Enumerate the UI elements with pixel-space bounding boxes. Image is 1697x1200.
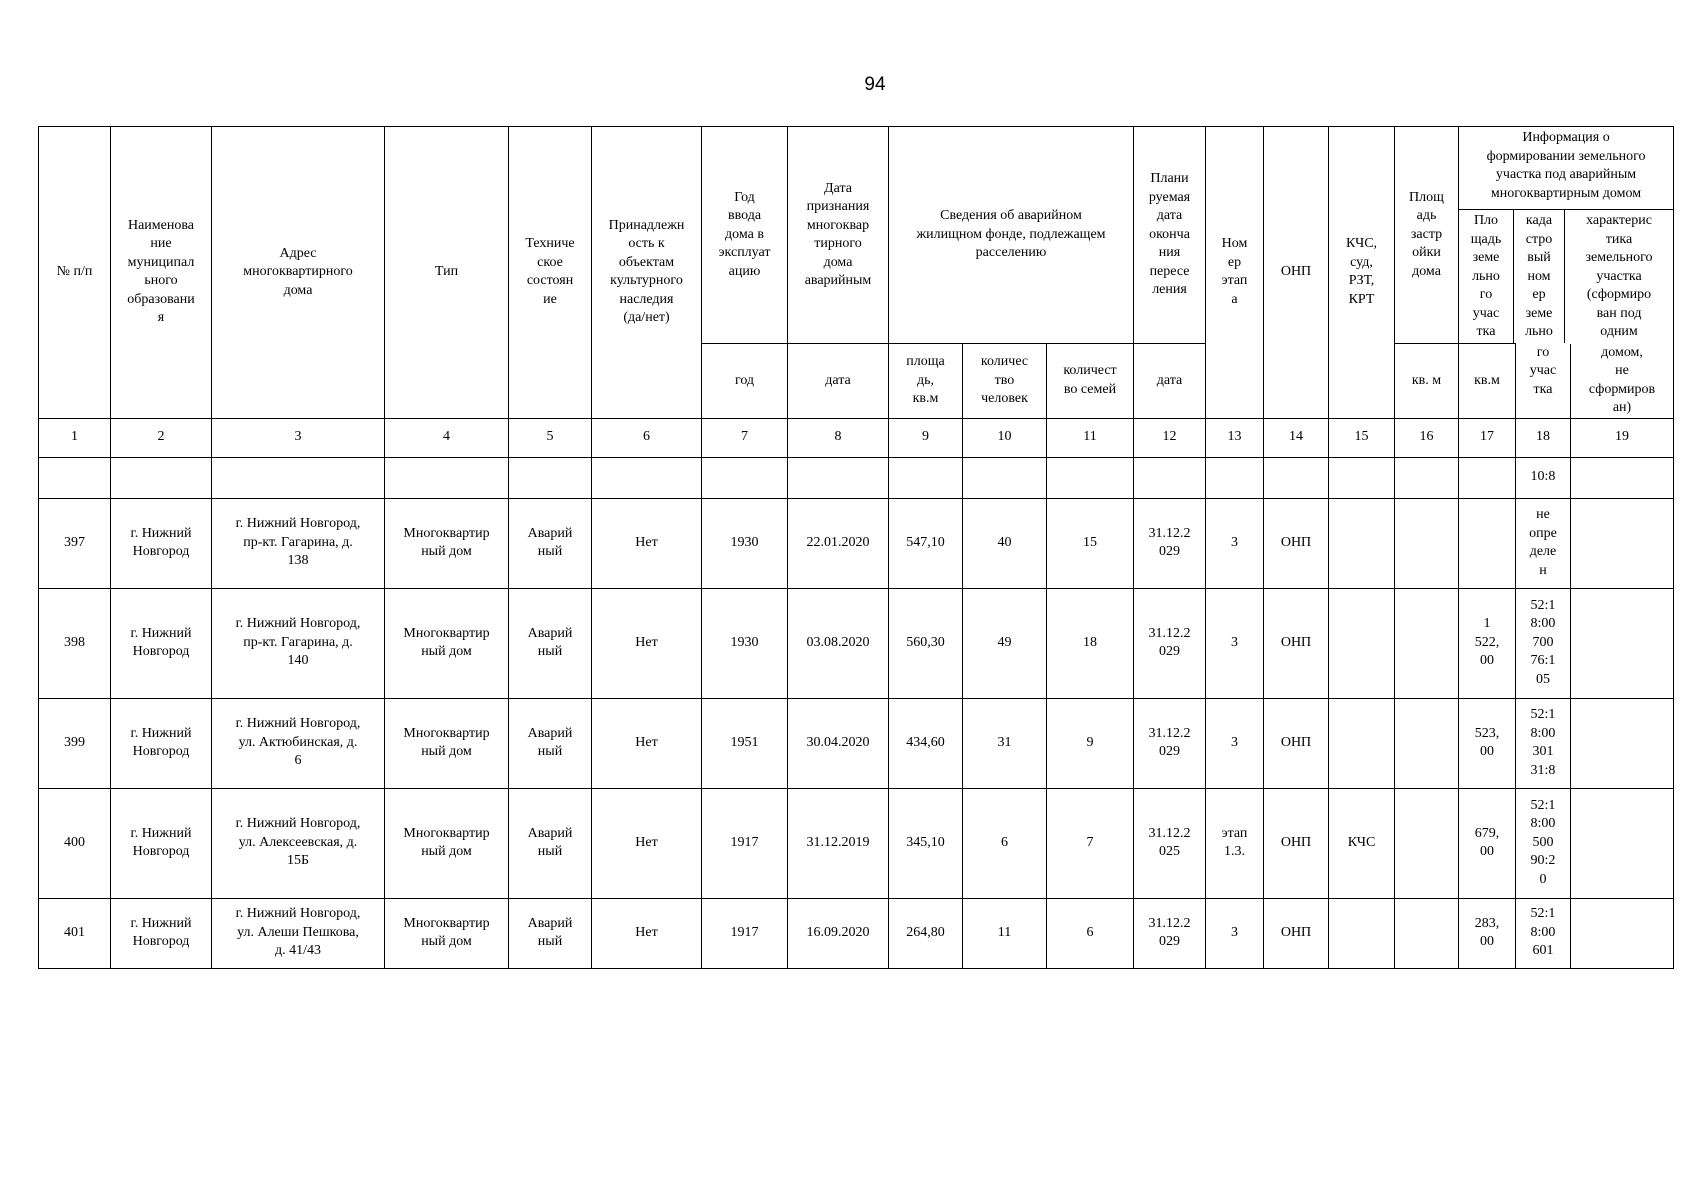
- stage: 3: [1206, 498, 1264, 588]
- building-type: Многоквартир ный дом: [385, 788, 509, 898]
- emergency-housing-table: [38, 126, 1674, 969]
- land-characteristic: [1571, 788, 1674, 898]
- table-cell: [1047, 457, 1134, 498]
- tech-state: Аварий ный: [509, 498, 592, 588]
- column-number-13: 13: [1206, 418, 1264, 457]
- land-area: 523, 00: [1459, 698, 1516, 788]
- tech-state: Аварий ный: [509, 698, 592, 788]
- cadastral-number: не опре деле н: [1516, 498, 1571, 588]
- column-number-4: 4: [385, 418, 509, 457]
- area: 345,10: [889, 788, 963, 898]
- resettlement-date: 31.12.2 029: [1134, 898, 1206, 968]
- table-cell: [1206, 457, 1264, 498]
- column-number-10: 10: [963, 418, 1047, 457]
- table-cell: [592, 457, 702, 498]
- page-number: 94: [864, 74, 886, 95]
- area: 264,80: [889, 898, 963, 968]
- table-cell: [509, 457, 592, 498]
- family-count: 9: [1047, 698, 1134, 788]
- building-type: Многоквартир ный дом: [385, 588, 509, 698]
- land-area: 283, 00: [1459, 898, 1516, 968]
- col-header-municipality: Наименова ние муниципал ьного образовани я: [111, 127, 212, 419]
- family-count: 15: [1047, 498, 1134, 588]
- family-count: 7: [1047, 788, 1134, 898]
- people-count: 11: [963, 898, 1047, 968]
- row-number: 399: [39, 698, 111, 788]
- municipality: г. Нижний Новгород: [111, 898, 212, 968]
- land-area: 679, 00: [1459, 788, 1516, 898]
- row-number: 400: [39, 788, 111, 898]
- recognition-date: 16.09.2020: [788, 898, 889, 968]
- municipality: г. Нижний Новгород: [111, 698, 212, 788]
- column-number-2: 2: [111, 418, 212, 457]
- year: 1930: [702, 588, 788, 698]
- column-number-8: 8: [788, 418, 889, 457]
- resettlement-date: 31.12.2 029: [1134, 588, 1206, 698]
- table-row: [39, 788, 1674, 898]
- people-count: 31: [963, 698, 1047, 788]
- table-row: [39, 498, 1674, 588]
- family-count: 6: [1047, 898, 1134, 968]
- column-number-7: 7: [702, 418, 788, 457]
- kchs: [1329, 898, 1395, 968]
- table-cell: [385, 457, 509, 498]
- address: г. Нижний Новгород, пр-кт. Гагарина, д. 138: [212, 498, 385, 588]
- column-number-15: 15: [1329, 418, 1395, 457]
- sub-header-people: количес тво человек: [963, 344, 1047, 419]
- kchs: [1329, 698, 1395, 788]
- built-area: [1395, 788, 1459, 898]
- heritage: Нет: [592, 898, 702, 968]
- sub-header-families: количест во семей: [1047, 344, 1134, 419]
- table-cell: [889, 457, 963, 498]
- table-cell: [963, 457, 1047, 498]
- building-type: Многоквартир ный дом: [385, 498, 509, 588]
- year: 1930: [702, 498, 788, 588]
- col-header-type: Тип: [385, 127, 509, 419]
- col-header-address: Адрес многоквартирного дома: [212, 127, 385, 419]
- table-row: [39, 698, 1674, 788]
- table-row: [39, 588, 1674, 698]
- cadastral-number: 52:1 8:00 601: [1516, 898, 1571, 968]
- cadastral-number: 52:1 8:00 700 76:1 05: [1516, 588, 1571, 698]
- table-cell: [788, 457, 889, 498]
- col-header-onp: ОНП: [1264, 127, 1329, 419]
- land-area: [1459, 498, 1516, 588]
- heritage: Нет: [592, 588, 702, 698]
- heritage: Нет: [592, 788, 702, 898]
- continuation-cadastral: 10:8: [1516, 457, 1571, 498]
- sub-header-year: год: [702, 344, 788, 419]
- address: г. Нижний Новгород, пр-кт. Гагарина, д. 140: [212, 588, 385, 698]
- kchs: [1329, 498, 1395, 588]
- col-header-recognition-date: Дата признания многоквар тирного дома аварийным: [788, 127, 889, 344]
- table-cell: [1264, 457, 1329, 498]
- column-number-1: 1: [39, 418, 111, 457]
- onp: ОНП: [1264, 788, 1329, 898]
- land-plot-title: Информация о формировании земельного участка под аварийным многоквартирным домом: [1459, 127, 1673, 210]
- stage: 3: [1206, 588, 1264, 698]
- resettlement-date: 31.12.2 025: [1134, 788, 1206, 898]
- municipality: г. Нижний Новгород: [111, 498, 212, 588]
- address: г. Нижний Новгород, ул. Алексеевская, д. 15Б: [212, 788, 385, 898]
- table-cell: [212, 457, 385, 498]
- sub-header-land-unit: кв.м: [1459, 344, 1516, 419]
- address: г. Нижний Новгород, ул. Алеши Пешкова, д. 41/43: [212, 898, 385, 968]
- recognition-date: 30.04.2020: [788, 698, 889, 788]
- heritage: Нет: [592, 498, 702, 588]
- column-number-3: 3: [212, 418, 385, 457]
- sub-header-built-unit: кв. м: [1395, 344, 1459, 419]
- column-number-6: 6: [592, 418, 702, 457]
- building-type: Многоквартир ный дом: [385, 698, 509, 788]
- onp: ОНП: [1264, 698, 1329, 788]
- table-cell: [1395, 457, 1459, 498]
- year: 1917: [702, 898, 788, 968]
- col-header-housing-info: Сведения об аварийном жилищном фонде, подлежащем расселению: [889, 127, 1134, 344]
- onp: ОНП: [1264, 588, 1329, 698]
- sub-header-date: дата: [788, 344, 889, 419]
- land-area: 1 522, 00: [1459, 588, 1516, 698]
- land-characteristic: [1571, 498, 1674, 588]
- sub-header-area: площа дь, кв.м: [889, 344, 963, 419]
- tech-state: Аварий ный: [509, 898, 592, 968]
- col-header-stage: Ном ер этап а: [1206, 127, 1264, 419]
- onp: ОНП: [1264, 498, 1329, 588]
- sub-header-cadastral: го учас тка: [1516, 344, 1571, 419]
- table-cell: [702, 457, 788, 498]
- header-row-main: [39, 127, 1674, 344]
- cadastral-number: 52:1 8:00 301 31:8: [1516, 698, 1571, 788]
- column-number-12: 12: [1134, 418, 1206, 457]
- cadastral-number: 52:1 8:00 500 90:2 0: [1516, 788, 1571, 898]
- row-number: 397: [39, 498, 111, 588]
- land-characteristic: [1571, 588, 1674, 698]
- tech-state: Аварий ный: [509, 788, 592, 898]
- area: 547,10: [889, 498, 963, 588]
- address: г. Нижний Новгород, ул. Актюбинская, д. 6: [212, 698, 385, 788]
- stage: 3: [1206, 898, 1264, 968]
- continuation-row: [39, 457, 1674, 498]
- table-cell: [111, 457, 212, 498]
- kchs: КЧС: [1329, 788, 1395, 898]
- built-area: [1395, 498, 1459, 588]
- kchs: [1329, 588, 1395, 698]
- land-area-header: Пло щадь земе льно го учас тка: [1459, 210, 1514, 343]
- built-area: [1395, 698, 1459, 788]
- col-header-resettlement-date: Плани руемая дата оконча ния пересе ления: [1134, 127, 1206, 344]
- family-count: 18: [1047, 588, 1134, 698]
- year: 1951: [702, 698, 788, 788]
- table-cell: [1134, 457, 1206, 498]
- heritage: Нет: [592, 698, 702, 788]
- column-number-9: 9: [889, 418, 963, 457]
- stage: этап 1.3.: [1206, 788, 1264, 898]
- column-number-5: 5: [509, 418, 592, 457]
- row-number: 398: [39, 588, 111, 698]
- resettlement-date: 31.12.2 029: [1134, 498, 1206, 588]
- column-number-14: 14: [1264, 418, 1329, 457]
- table-cell: [1571, 457, 1674, 498]
- people-count: 6: [963, 788, 1047, 898]
- land-characteristic: [1571, 698, 1674, 788]
- year: 1917: [702, 788, 788, 898]
- col-header-year: Год ввода дома в эксплуат ацию: [702, 127, 788, 344]
- col-header-kchs: КЧС, суд, РЗТ, КРТ: [1329, 127, 1395, 419]
- land-characteristic: [1571, 898, 1674, 968]
- column-number-18: 18: [1516, 418, 1571, 457]
- municipality: г. Нижний Новгород: [111, 788, 212, 898]
- row-number: 401: [39, 898, 111, 968]
- built-area: [1395, 588, 1459, 698]
- resettlement-date: 31.12.2 029: [1134, 698, 1206, 788]
- recognition-date: 22.01.2020: [788, 498, 889, 588]
- table-cell: [1459, 457, 1516, 498]
- municipality: г. Нижний Новгород: [111, 588, 212, 698]
- land-characteristic-header: характерис тика земельного участка (сформиро ван под одним: [1585, 213, 1653, 339]
- col-header-land-plot-info: [1459, 127, 1674, 344]
- column-number-16: 16: [1395, 418, 1459, 457]
- col-header-built-area: Площ адь застр ойки дома: [1395, 127, 1459, 344]
- built-area: [1395, 898, 1459, 968]
- recognition-date: 31.12.2019: [788, 788, 889, 898]
- column-number-19: 19: [1571, 418, 1674, 457]
- onp: ОНП: [1264, 898, 1329, 968]
- people-count: 40: [963, 498, 1047, 588]
- col-header-tech-state: Техниче ское состоян ие: [509, 127, 592, 419]
- area: 560,30: [889, 588, 963, 698]
- building-type: Многоквартир ный дом: [385, 898, 509, 968]
- table-cell: [39, 457, 111, 498]
- table-cell: [1329, 457, 1395, 498]
- column-number-11: 11: [1047, 418, 1134, 457]
- sub-header-resettle-date: дата: [1134, 344, 1206, 419]
- area: 434,60: [889, 698, 963, 788]
- column-number-row: [39, 418, 1674, 457]
- stage: 3: [1206, 698, 1264, 788]
- sub-header-characteristic: домом, не сформиров ан): [1571, 344, 1674, 419]
- col-header-number: № п/п: [39, 127, 111, 419]
- tech-state: Аварий ный: [509, 588, 592, 698]
- recognition-date: 03.08.2020: [788, 588, 889, 698]
- table-row: [39, 898, 1674, 968]
- column-number-17: 17: [1459, 418, 1516, 457]
- col-header-heritage: Принадлежн ость к объектам культурного наследия (да/нет): [592, 127, 702, 419]
- cadastral-header: када стро вый ном ер земе льно: [1514, 210, 1565, 343]
- people-count: 49: [963, 588, 1047, 698]
